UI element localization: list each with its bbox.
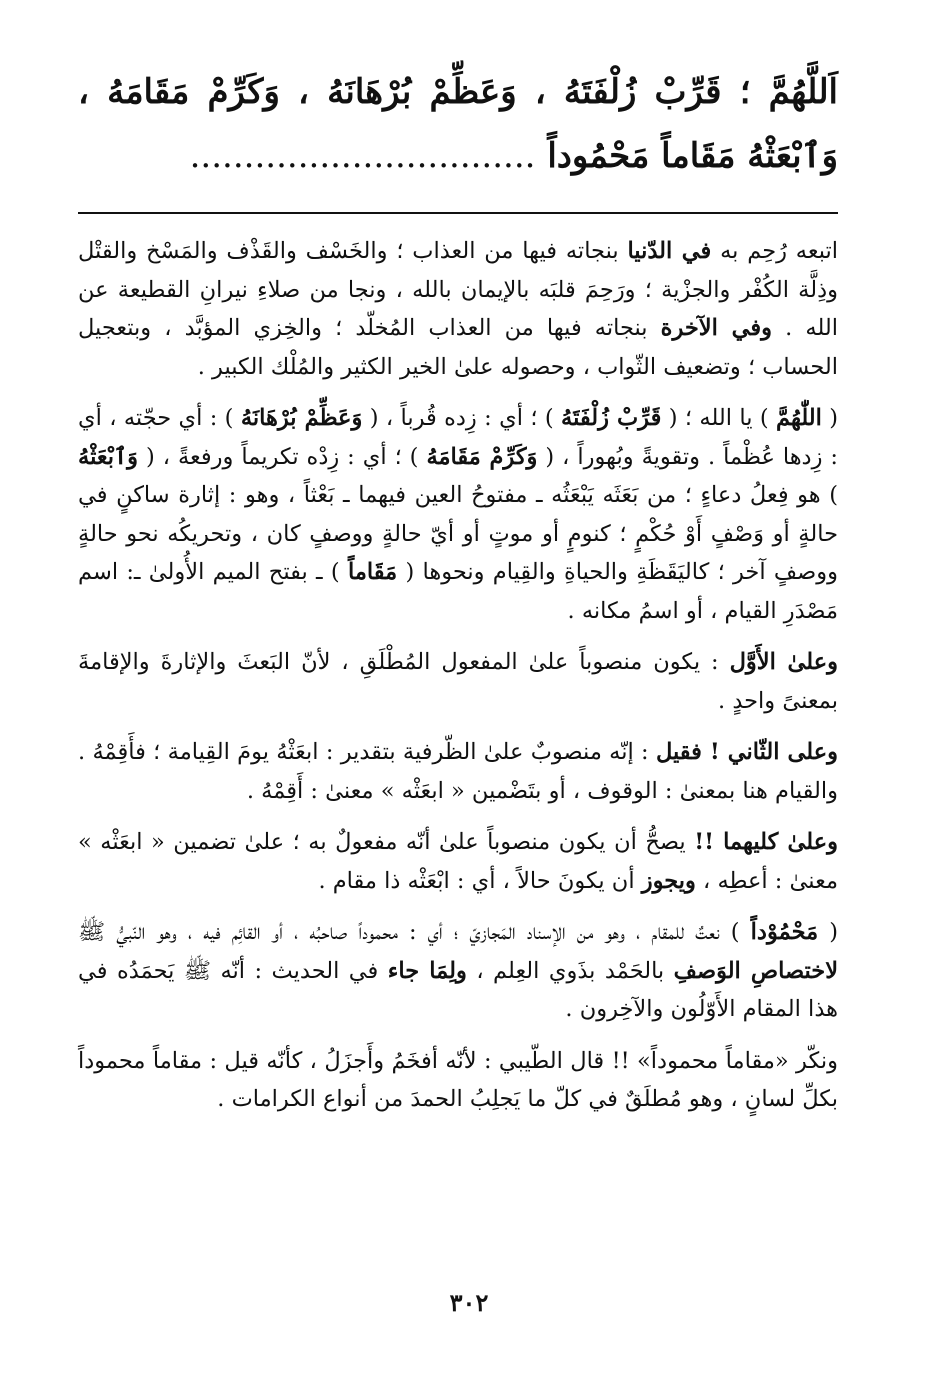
text-run: (	[829, 405, 839, 431]
text-run: : يكون منصوباً علىٰ المفعول المُطْلَقِ ، لأنّ البَعثَ والإثارةَ والإقامةَ بمعنىً واحدٍ .	[78, 649, 838, 714]
bold-run: قَرِّبْ زُلْفَتَهُ	[561, 405, 662, 431]
page-number: ٣٠٢	[449, 1288, 489, 1317]
separator-line	[78, 212, 838, 214]
bold-run: وعلى الثّاني ! فقيل	[655, 739, 839, 765]
bold-run: مَقَاماً	[347, 559, 398, 585]
text-run: ) ؛ أي : زِده قُرباً ، (	[369, 405, 554, 431]
text-run: ) نعتٌ للمقام ، وهو من الإسناد المَجازيّ ؛ أي : محموداً صاحبُه ، أو القائِم فيه ، وهو النّبيُّ ﷺ	[78, 919, 740, 945]
text-run: في الحديث : أنّه ﷺ يَحمَدُه في هذا المقام الأَوّلُون والآخِرون .	[78, 957, 838, 1022]
text-run: (	[829, 919, 839, 945]
bold-run: في الدّنيا	[627, 238, 712, 264]
commentary-paragraph-4	[78, 733, 838, 810]
commentary-paragraph-5	[78, 823, 838, 900]
bold-run: وَعَظِّمْ بُرْهَانَهُ	[240, 405, 363, 431]
main-prayer-text	[78, 60, 838, 188]
text-run: يصحُّ أن يكون منصوباً علىٰ أنّه مفعولٌ به ؛ علىٰ تضمين « ابعَثْه » معنىٰ : أعطِه ،	[78, 829, 838, 894]
commentary-paragraph-2	[78, 399, 838, 630]
commentary-paragraph-3	[78, 643, 838, 720]
bold-run: وَٱبْعَثْهُ	[78, 443, 139, 470]
commentary	[78, 232, 838, 1119]
text-run: ) ـ بفتح الميم الأُولىٰ ـ: اسم مَصْدَرِ القيام ، أو اسمُ مكانه .	[78, 559, 838, 624]
text-run: ) : أي حجّته ، أي : زِدها عُظْماً . وتقويةً وبُهوراً ، (	[78, 405, 838, 470]
bold-run: ولِمَا جاء	[387, 957, 467, 984]
commentary-paragraph-1	[78, 232, 838, 386]
bold-run: مَحْمُوْداً	[750, 919, 819, 945]
text-run: : إنّه منصوبٌ علىٰ الظّرفية بتقدير : ابعَثْهُ يومَ القِيامة ؛ فأَقِمْهُ . والقيام هنا بمعنىٰ : الوقوف ، أو بتَضْمين « ابعَثْه » معنىٰ : أَقِمْهُ .	[78, 739, 838, 804]
page	[78, 60, 838, 1132]
commentary-paragraph-6	[78, 913, 838, 1029]
prayer-line: اَللَّهُمَّ ؛ قَرِّبْ زُلْفَتَهُ ، وَعَظِّمْ بُرْهَانَهُ ، وَكَرِّمْ مَقَامَهُ ، وَٱبْعَثْهُ مَقَاماً مَحْمُوداً	[78, 72, 838, 176]
text-run: ) ؛ أي : زِدْه تكريماً ورفعةً ، (	[146, 443, 419, 470]
text-run: ) هو فِعلُ دعاءٍ ؛ من بَعَثَه يَبْعَثُه ـ مفتوحُ العين فيهما ـ بَعْثاً ، وهو : إثارة ساكنٍ في حالةٍ أو وَصْفٍ أَوْ حُكْمٍ ؛ كنومٍ أو موتٍ أو أيّ حالةٍ ووصفٍ كان ، وتحريكُه نحو حالةٍ ووصفٍ آخر ؛ كاليَقَظَةِ والحياةِ والقِيام ونحوها (	[78, 482, 838, 585]
prayer-dots: ................................	[189, 136, 536, 176]
commentary-paragraph-7	[78, 1042, 838, 1119]
bold-run: وعلىٰ الأَوَّل	[729, 649, 839, 675]
text-run: أن يكونَ حالاً ، أي : ابْعَثْه ذا مقام .	[318, 867, 635, 894]
text-run: اتبعه رُحِم به	[720, 238, 839, 264]
bold-run: وعلىٰ كليهما !!	[694, 829, 839, 855]
bold-run: وَكَرِّمْ مَقَامَهُ	[426, 443, 538, 470]
bold-run: اللّٰهُمَّ	[776, 405, 822, 431]
text-run: ) يا الله ؛ (	[668, 405, 769, 431]
bold-run: لاختصاصِ الوَصفِ	[673, 957, 839, 984]
bold-run: وفي الآخرة	[660, 315, 773, 341]
text-run: بنجاته فيها من العذاب ؛ والخَسْف والقَذْف والمَسْخ والقتْل وذِلَّة الكُفْر والجزْية ؛ ورَحِمَ قلبَه بالإيمان بالله ، ونجا من صلاءِ نيرانِ القطيعة عن الله .	[78, 238, 839, 341]
bold-run: ويجوز	[641, 867, 696, 894]
text-run: ونكّر «مقاماً محموداً» !! قال الطّيبي : لأنّه أفخَمُ وأَجزَلُ ، كأنّه قيل : مقاماً محموداً بكلِّ لسانٍ ، وهو مُطلَقٌ في كلّ ما يَجلِبُ الحمدَ من أنواع الكرامات .	[78, 1047, 838, 1112]
text-run: بالحَمْد بذَوي العِلم ،	[476, 957, 665, 984]
text-run: بنجاته فيها من العذاب المُخلّد ؛ والخِزي المؤبَّد ، وبتعجيل الحساب ؛ وتضعيف الثّواب ، وحصوله علىٰ الخير الكثير والمُلْك الكبير .	[78, 315, 838, 380]
